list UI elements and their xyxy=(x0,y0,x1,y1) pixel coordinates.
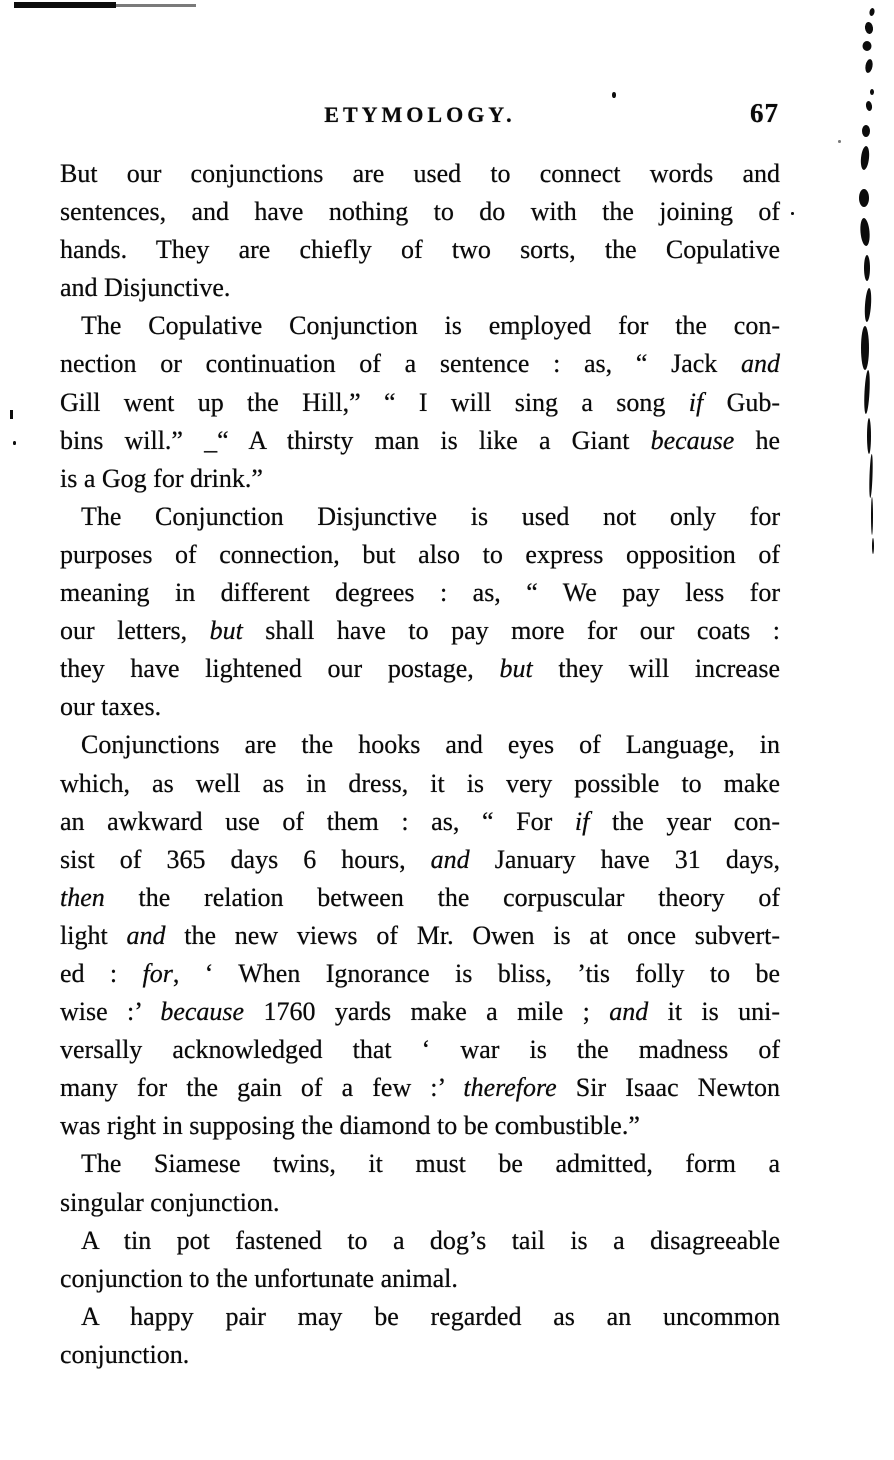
italic-word: for xyxy=(142,958,173,988)
text-run: sentences, and have nothing to do with the joining of xyxy=(60,197,780,227)
paragraph xyxy=(60,307,780,497)
italic-word: but xyxy=(499,654,533,684)
text-run: meaning in different degrees : as, “ We pay less for xyxy=(60,578,780,608)
text-line xyxy=(60,269,780,307)
text-run: our letters, xyxy=(60,616,210,646)
italic-word: and xyxy=(609,997,649,1027)
text-line xyxy=(60,726,780,764)
text-line xyxy=(60,384,780,422)
text-run: The Siamese twins, it must be admitted, form a xyxy=(81,1149,780,1179)
text-run: versally acknowledged that ‘ war is the madness of xyxy=(60,1035,780,1065)
text-line xyxy=(60,1336,780,1374)
text-run: they will increase xyxy=(532,654,780,684)
italic-word: then xyxy=(60,882,105,912)
italic-word: and xyxy=(430,844,470,874)
text-line xyxy=(60,1145,780,1183)
text-line xyxy=(60,841,780,879)
text-line xyxy=(60,1107,780,1145)
text-run: which, as well as in dress, it is very possible to make xyxy=(60,768,780,798)
italic-word: but xyxy=(209,616,243,646)
text-line xyxy=(60,1184,780,1222)
text-line xyxy=(60,155,780,193)
text-run: bins will.” _“ A thirsty man is like a Giant xyxy=(60,425,651,455)
text-run: he xyxy=(734,425,780,455)
text-run: our taxes. xyxy=(60,692,162,722)
scan-artifact-right-edge xyxy=(855,0,894,570)
text-line xyxy=(60,879,780,917)
italic-word: if xyxy=(688,387,704,417)
paragraph xyxy=(60,726,780,1145)
italic-word: therefore xyxy=(463,1073,557,1103)
scan-speck xyxy=(791,212,794,215)
running-title: ETYMOLOGY. xyxy=(324,102,516,127)
text-run: The Conjunction Disjunctive is used not only for xyxy=(81,501,780,531)
text-line xyxy=(60,1260,780,1298)
text-run: conjunction to the unfortunate animal. xyxy=(60,1263,458,1293)
text-run: purposes of connection, but also to express opposition of xyxy=(60,539,780,569)
text-line xyxy=(60,536,780,574)
text-line xyxy=(60,955,780,993)
text-line xyxy=(60,1222,780,1260)
text-run: the year con- xyxy=(589,806,780,836)
text-run: is a Gog for drink.” xyxy=(60,463,263,493)
text-run: Conjunctions are the hooks and eyes of Language, in xyxy=(81,730,780,760)
text-run: the new views of Mr. Owen is at once subvert- xyxy=(165,920,781,950)
text-run: wise :’ xyxy=(60,997,161,1027)
text-line xyxy=(60,612,780,650)
italic-word: because xyxy=(160,997,245,1027)
text-run: shall have to pay more for our coats : xyxy=(242,616,780,646)
text-line xyxy=(60,422,780,460)
text-line xyxy=(60,688,780,726)
text-run: ed : xyxy=(60,958,143,988)
scan-artifact-top-bar-tail xyxy=(112,4,196,7)
text-run: the relation between the corpuscular theory of xyxy=(104,882,780,912)
text-run: , ‘ When Ignorance is bliss, ’tis folly to be xyxy=(172,958,780,988)
text-run: The Copulative Conjunction is employed for the con- xyxy=(81,311,780,341)
italic-word: and xyxy=(741,349,780,379)
text-run: hands. They are chiefly of two sorts, the Copulative xyxy=(60,235,780,265)
text-run: Gub- xyxy=(703,387,781,417)
text-line xyxy=(60,307,780,345)
text-run: But our conjunctions are used to connect words and xyxy=(60,159,780,188)
text-line xyxy=(60,803,780,841)
text-line xyxy=(60,498,780,536)
text-line xyxy=(60,231,780,269)
text-line xyxy=(60,765,780,803)
text-run: A happy pair may be regarded as an uncommon xyxy=(81,1301,780,1331)
text-run: singular conjunction. xyxy=(60,1187,280,1217)
text-run: A tin pot fastened to a dog’s tail is a disagreeable xyxy=(81,1225,780,1255)
text-line xyxy=(60,1298,780,1336)
text-line xyxy=(60,574,780,612)
text-run: they have lightened our postage, xyxy=(60,654,500,684)
paragraph xyxy=(60,1145,780,1221)
text-run: was right in supposing the diamond to be combustible.” xyxy=(60,1111,640,1141)
scan-speck xyxy=(13,441,16,445)
text-line xyxy=(60,1031,780,1069)
text-line xyxy=(60,917,780,955)
text-run: many for the gain of a few :’ xyxy=(60,1073,464,1103)
page-number: 67 xyxy=(750,98,779,128)
running-head xyxy=(60,98,780,134)
scan-artifact-top-bar xyxy=(14,2,116,8)
text-run: Gill went up the Hill,” “ I will sing a song xyxy=(60,387,689,417)
text-line xyxy=(60,650,780,688)
text-line xyxy=(60,993,780,1031)
text-run: 1760 yards make a mile ; xyxy=(244,997,610,1027)
italic-word: if xyxy=(574,806,590,836)
text-run: and Disjunctive. xyxy=(60,273,231,303)
paragraph xyxy=(60,498,780,727)
text-run: conjunction. xyxy=(60,1339,190,1369)
text-run: light xyxy=(60,920,127,950)
text-line xyxy=(60,345,780,383)
italic-word: because xyxy=(650,425,735,455)
paragraph xyxy=(60,1222,780,1298)
scan-speck xyxy=(10,410,13,419)
text-run: January have 31 days, xyxy=(469,844,780,874)
text-run: an awkward use of them : as, “ For xyxy=(60,806,575,836)
text-line xyxy=(60,193,780,231)
text-run: nection or continuation of a sentence : as, “ Jack xyxy=(60,349,741,379)
text-run: sist of 365 days 6 hours, xyxy=(60,844,431,874)
paragraph xyxy=(60,155,780,307)
text-run: it is uni- xyxy=(648,997,780,1027)
page-body xyxy=(60,155,780,1374)
text-run: Sir Isaac Newton xyxy=(556,1073,780,1103)
paragraph xyxy=(60,1298,780,1374)
italic-word: and xyxy=(126,920,166,950)
text-line xyxy=(60,1069,780,1107)
text-line xyxy=(60,460,780,498)
scan-speck xyxy=(838,140,841,143)
